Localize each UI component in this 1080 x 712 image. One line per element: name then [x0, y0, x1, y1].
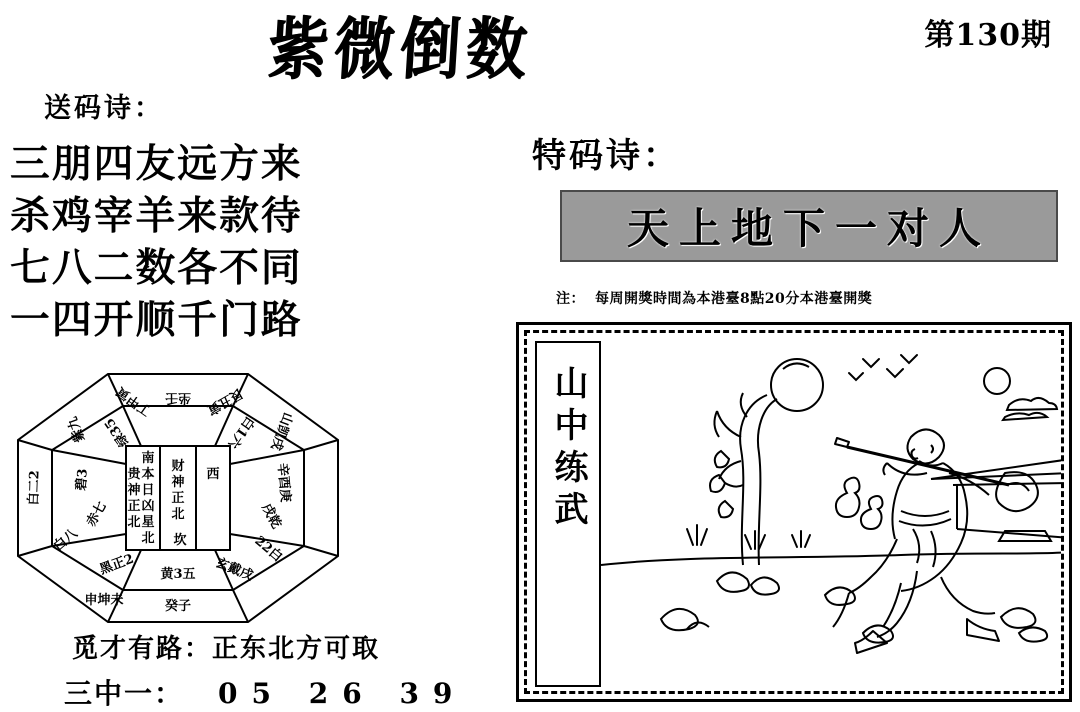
svg-text:北: 北	[127, 515, 141, 530]
svg-text:南: 南	[141, 451, 155, 466]
svg-text:黑正2: 黑正2	[97, 551, 136, 578]
svg-text:北: 北	[171, 507, 185, 522]
svg-text:神: 神	[171, 475, 185, 490]
issue-number: 第130期	[924, 18, 1052, 53]
svg-text:神: 神	[127, 483, 141, 498]
svg-text:丁甲寅: 丁甲寅	[113, 383, 155, 419]
svg-text:黄3五: 黄3五	[160, 567, 196, 582]
svg-text:正: 正	[171, 491, 185, 506]
illustration-drawing	[601, 333, 1061, 691]
note-prefix: 注：	[556, 291, 585, 307]
note-text: 每周開獎時間為本港臺8點20分本港臺開獎	[595, 291, 873, 307]
svg-text:艮丑寅: 艮丑寅	[204, 384, 246, 418]
illustration-caption-text: 山中练武	[548, 365, 588, 533]
poem-line: 七八二数各不同	[10, 245, 303, 291]
svg-text:财: 财	[171, 459, 185, 474]
svg-text:辛酉庚: 辛酉庚	[274, 462, 293, 503]
special-code-text: 天上地下一对人	[626, 204, 991, 253]
svg-text:北: 北	[141, 531, 155, 546]
svg-text:碧3: 碧3	[74, 468, 91, 492]
lucky-label: 三中一：	[64, 677, 185, 710]
lucky-numbers: 05 26 39	[218, 677, 467, 710]
svg-text:本: 本	[141, 467, 155, 482]
svg-text:坐壬: 坐壬	[164, 390, 192, 405]
svg-text:西: 西	[206, 467, 220, 482]
poem-line: 杀鸡宰羊来款待	[10, 193, 303, 239]
svg-text:山凯戌: 山凯戌	[267, 410, 296, 453]
svg-text:凶: 凶	[141, 499, 155, 514]
svg-text:癸子: 癸子	[164, 599, 192, 614]
svg-text:申坤未: 申坤未	[84, 593, 124, 608]
svg-text:绿35: 绿35	[102, 414, 133, 450]
svg-text:白1六: 白1六	[224, 413, 258, 451]
poem-section-label: 送码诗：	[44, 93, 164, 124]
poem-line: 三朋四友远方来	[10, 141, 303, 187]
special-code-banner	[560, 190, 1058, 262]
lucky-numbers-row	[64, 672, 466, 712]
svg-text:紫九: 紫九	[65, 414, 89, 444]
poem-lines	[10, 138, 350, 346]
svg-text:贵: 贵	[127, 467, 141, 482]
page-title-text: 紫微倒数	[265, 10, 535, 90]
illustration-frame	[524, 330, 1064, 694]
svg-text:戌乾: 戌乾	[258, 501, 284, 532]
draw-time-note	[556, 288, 872, 308]
svg-text:星: 星	[141, 515, 155, 530]
bagua-compass-diagram	[8, 368, 348, 628]
illustration-panel	[516, 322, 1072, 702]
illustration-caption-box	[535, 341, 601, 687]
svg-text:白八: 白八	[50, 526, 81, 555]
svg-text:白二2: 白二2	[26, 470, 43, 506]
svg-text:日: 日	[141, 483, 155, 498]
poem-line: 一四开顺千门路	[10, 297, 303, 343]
page-title	[265, 10, 638, 90]
direction-advice: 觅才有路：正东北方可取	[72, 634, 381, 664]
svg-text:赤七: 赤七	[83, 499, 110, 530]
svg-text:正: 正	[127, 499, 141, 514]
special-code-label: 特码诗：	[532, 136, 680, 176]
svg-text:玄戴戌: 玄戴戌	[213, 555, 256, 585]
svg-text:22白: 22白	[251, 533, 285, 566]
svg-text:坎: 坎	[173, 533, 187, 548]
